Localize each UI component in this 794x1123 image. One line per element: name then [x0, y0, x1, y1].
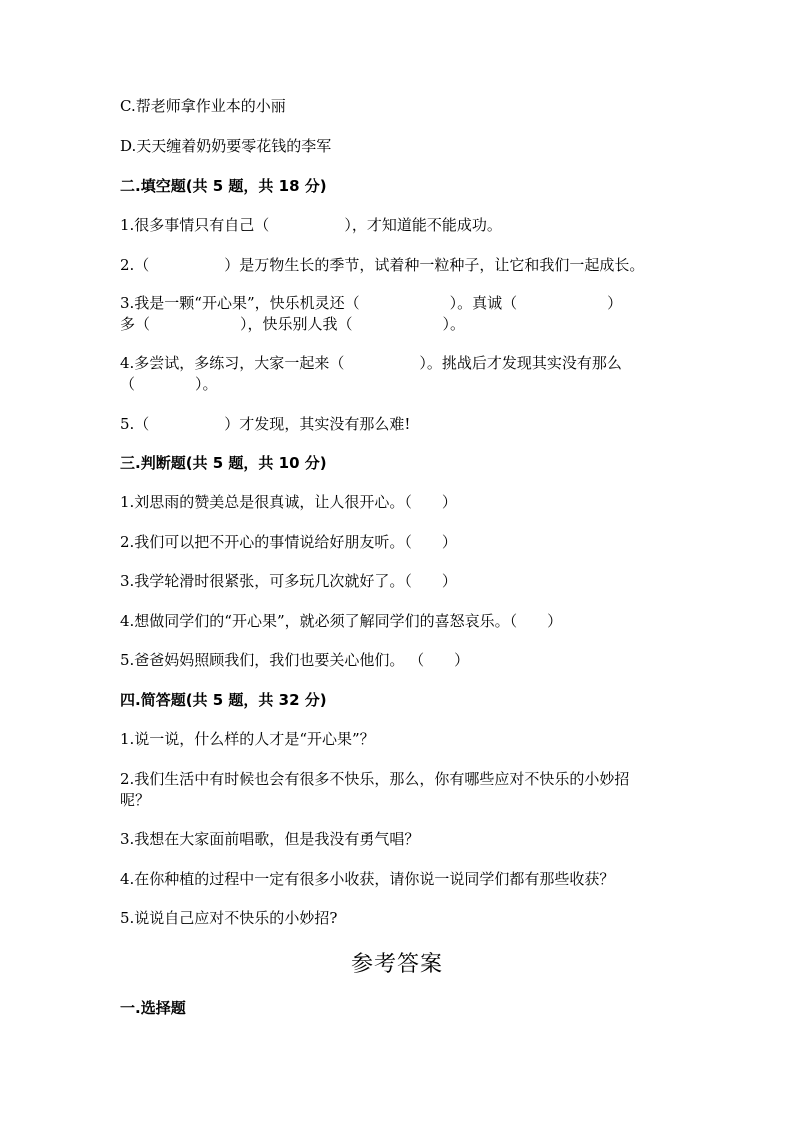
short-answer-question-1: 1.说一说，什么样的人才是“开心果”？	[120, 730, 375, 748]
choice-option-c: C.帮老师拿作业本的小丽	[120, 97, 286, 115]
short-answer-question-3: 3.我想在大家面前唱歌，但是我没有勇气唱？	[120, 830, 420, 848]
fill-blank-question-1: 1.很多事情只有自己（ ），才知道能不能成功。	[120, 216, 502, 234]
true-false-question-3: 3.我学轮滑时很紧张，可多玩几次就好了。（ ）	[120, 572, 457, 590]
short-answer-question-2-line-2: 呢？	[120, 791, 151, 809]
fill-blank-question-3-line-1: 3.我是一颗“开心果”，快乐机灵还（ ）。真诚（ ）	[120, 294, 623, 312]
answer-key-choice-heading: 一.选择题	[120, 999, 186, 1017]
short-answer-question-2-line-1: 2.我们生活中有时候也会有很多不快乐，那么，你有哪些应对不快乐的小妙招	[120, 770, 630, 788]
fill-blank-question-5: 5.（ ）才发现，其实没有那么难!	[120, 415, 411, 433]
short-answer-question-5: 5.说说自己应对不快乐的小妙招?	[120, 909, 338, 927]
fill-blank-question-4-line-2: （ ）。	[120, 375, 218, 393]
true-false-question-4: 4.想做同学们的“开心果”，就必须了解同学们的喜怒哀乐。（ ）	[120, 612, 563, 630]
true-false-question-2: 2.我们可以把不开心的事情说给好朋友听。（ ）	[120, 533, 457, 551]
choice-option-d: D.天天缠着奶奶要零花钱的李军	[120, 137, 332, 155]
short-answer-heading: 四.简答题(共 5 题，共 32 分)	[120, 691, 327, 709]
fill-blank-heading: 二.填空题(共 5 题，共 18 分)	[120, 177, 327, 195]
true-false-heading: 三.判断题(共 5 题，共 10 分)	[120, 454, 327, 472]
true-false-question-1: 1.刘思雨的赞美总是很真诚，让人很开心。（ ）	[120, 493, 457, 511]
fill-blank-question-3-line-2: 多（ ），快乐别人我（ ）。	[120, 315, 466, 333]
true-false-question-5: 5.爸爸妈妈照顾我们，我们也要关心他们。 （ ）	[120, 651, 470, 669]
answer-key-title: 参考答案	[350, 952, 443, 977]
short-answer-question-4: 4.在你种植的过程中一定有很多小收获，请你说一说同学们都有那些收获？	[120, 870, 615, 888]
fill-blank-question-4-line-1: 4.多尝试，多练习，大家一起来（ ）。挑战后才发现其实没有那么	[120, 354, 622, 372]
fill-blank-question-2: 2.（ ）是万物生长的季节，试着种一粒种子，让它和我们一起成长。	[120, 256, 645, 274]
